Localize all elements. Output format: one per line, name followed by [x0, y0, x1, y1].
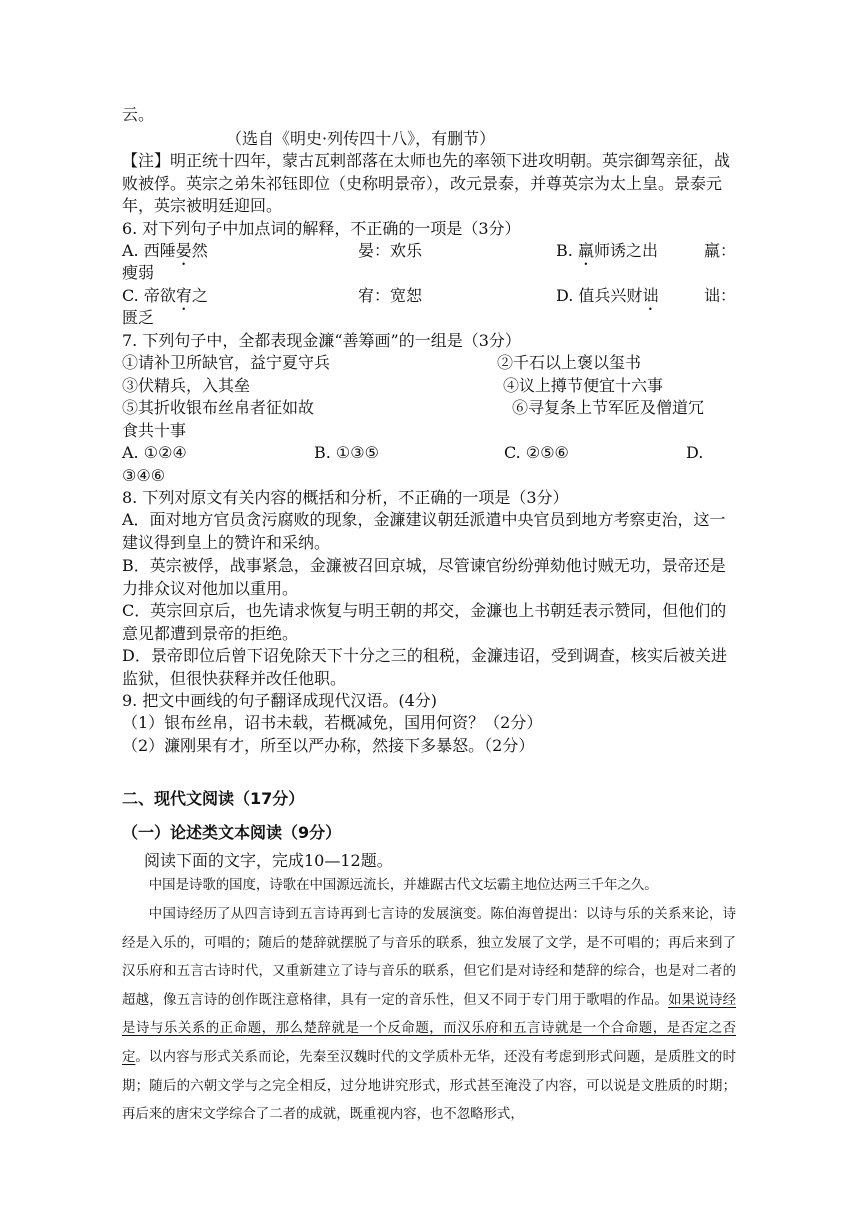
q7-stem: 7. 下列句子中，全都表现金濂“善筹画”的一组是（3分）: [122, 331, 521, 350]
subsection-heading: （一）论述类文本阅读（9分）: [122, 823, 342, 842]
q6-option-d: D. 值兵兴财诎: [556, 286, 659, 305]
underlined-sentence: 如果说诗经是诗与乐关系的正命题，那么楚辞就是一个反命题，而汉乐府和五言诗就是一个合命题，是否定之否定: [122, 992, 737, 1065]
q8-option-d: D．景帝即位后曾下诏免除天下十分之三的租税，金濂违诏，受到调查，核实后被关进监狱，但很快获释并改任他职。: [122, 646, 727, 688]
q6-option-c: C. 帝欲宥之: [122, 286, 208, 305]
q8-option-b: B．英宗被俘，战事紧急，金濂被召回京城，尽管谏官纷纷弹劾他讨贼无功，景帝还是力排众议对他加以重用。: [122, 556, 726, 598]
q6-option-b-wrap: 瘦弱: [122, 263, 155, 282]
q6-option-b: B. 羸师诱之出: [556, 241, 658, 260]
section-heading: 二、现代文阅读（17分）: [122, 789, 305, 808]
q8-option-a: A．面对地方官员贪污腐败的现象，金濂建议朝廷派遣中央官员到地方考察吏治，这一建议得到皇上的赞许和采纳。: [122, 510, 726, 552]
q6-stem: 6. 对下列句子中加点词的解释，不正确的一项是（3分）: [122, 219, 521, 238]
q8-option-c: C．英宗回京后，也先请求恢复与明王朝的邦交，金濂也上书朝廷表示赞同，但他们的意见都遭到景帝的拒绝。: [122, 601, 727, 643]
q7-option-b: B. ①③⑤: [314, 443, 379, 462]
passage-continuation: 云。: [122, 105, 155, 124]
passage-note: 【注】明正统十四年，蒙古瓦剌部落在太师也先的率领下进攻明朝。英宗御驾亲征，战败被俘。英宗之弟朱祁钰即位（史称明景帝），改元景泰，并尊英宗为太上皇。景泰元年，英宗被明廷迎回。: [122, 151, 731, 215]
q8-stem: 8. 下列对原文有关内容的概括和分析，不正确的一项是（3分）: [122, 488, 569, 507]
q6-option-a: A. 西陲晏然: [122, 241, 208, 260]
passage-paragraph-1: 中国是诗歌的国度，诗歌在中国源远流长，并雄踞古代文坛霸主地位达两三千年之久。: [148, 878, 658, 893]
q7-option-d-wrap: ③④⑥: [122, 466, 166, 485]
q7-item-5: ⑤其折收银布丝帛者征如故: [122, 398, 315, 417]
q6-option-a-expl: 晏：欢乐: [358, 241, 423, 260]
q7-item-1: ①请补卫所缺官，益宁夏守兵: [122, 353, 331, 372]
q7-option-c: C. ②⑤⑥: [504, 443, 569, 462]
reading-instruction: 阅读下面的文字，完成10—12题。: [144, 851, 393, 870]
passage-paragraph-3: 以内容与形式关系而论，先秦至汉魏时代的文学质朴无华，还没有考虑到形式问题，是质胜文的时期；随后的六朝文学与之完全相反，过分地讲究形式，形式甚至淹没了内容，可以说是文胜质的时期；再后来的唐宋文学综合了二者的成就，既重视内容，也不忽略形式，: [122, 1050, 736, 1123]
passage-p2-end: 。: [135, 1049, 149, 1065]
q7-item-3: ③伏精兵，入其垒: [122, 376, 251, 395]
passage-source: （选自《明史·列传四十八》，有删节）: [226, 129, 496, 148]
q6-option-d-expl: 诎：: [704, 286, 737, 305]
q7-item-4: ④议上撙节便宜十六事: [503, 376, 664, 395]
passage-p2-text: 中国诗经历了从四言诗到五言诗再到七言诗的发展演变。陈伯海曾提出：以诗与乐的关系来论，诗经是入乐的，可唱的；随后的楚辞就摆脱了与音乐的联系，独立发展了文学，是不可唱的；再后来到了汉乐府和五言古诗时代，又重新建立了诗与音乐的联系，但它们是对诗经和楚辞的综合，也是对二者的超越，像五言诗的创作既注意格律，具有一定的音乐性，但又不同于专门用于歌唱的作品。: [122, 907, 736, 1008]
q6-option-b-expl: 羸：: [704, 241, 737, 260]
q7-item-2: ②千石以上褒以玺书: [497, 353, 642, 372]
q9-sentence-2: （2）濂刚果有才，所至以严办称，然接下多暴怒。（2分）: [122, 736, 535, 755]
q7-item-6: ⑥寻复条上节军匠及僧道冗: [512, 398, 705, 417]
q7-option-d: D.: [686, 443, 704, 462]
q9-sentence-1: （1）银布丝帛，诏书未载，若概减免，国用何资？（2分）: [122, 713, 543, 732]
q7-item-6-wrap: 食共十事: [122, 421, 187, 440]
q9-stem: 9. 把文中画线的句子翻译成现代汉语。(4分): [122, 691, 438, 710]
q6-option-d-wrap: 匮乏: [122, 308, 155, 327]
q6-option-c-expl: 宥：宽恕: [358, 286, 423, 305]
q7-option-a: A. ①②④: [122, 443, 187, 462]
